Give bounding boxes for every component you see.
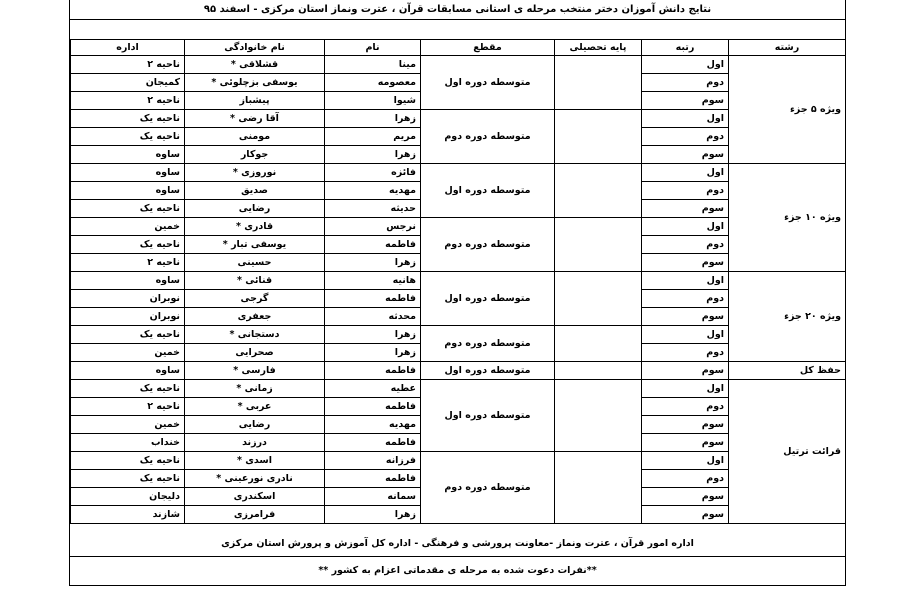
table-row (71, 56, 846, 74)
name-cell: زهرا (325, 506, 421, 524)
rank-cell: اول (642, 380, 729, 398)
level-cell: متوسطه دوره دوم (421, 326, 555, 362)
results-table (70, 39, 846, 524)
office-cell: ناحیه یک (71, 110, 185, 128)
level-cell: متوسطه دوره اول (421, 56, 555, 110)
office-cell: نوبران (71, 308, 185, 326)
header-office: اداره (71, 40, 185, 56)
family-cell: عربی * (185, 398, 325, 416)
field-cell: ویژه ۵ جزء (729, 56, 846, 164)
footer-note: **نفرات دعوت شده به مرحله ی مقدماتی اعزام به کشور ** (318, 565, 597, 576)
name-cell: فاطمه (325, 290, 421, 308)
grade-cell (555, 218, 642, 272)
rank-cell: اول (642, 110, 729, 128)
level-cell: متوسطه دوره دوم (421, 218, 555, 272)
family-cell: گرجی (185, 290, 325, 308)
office-cell: ساوه (71, 182, 185, 200)
table-row (71, 164, 846, 182)
family-cell: درزند (185, 434, 325, 452)
field-cell: ویژه ۲۰ جزء (729, 272, 846, 362)
family-cell: قنائی * (185, 272, 325, 290)
field-cell: حفظ کل (729, 362, 846, 380)
name-cell: فاطمه (325, 236, 421, 254)
rank-cell: سوم (642, 362, 729, 380)
field-cell: قرائت ترتیل (729, 380, 846, 524)
office-cell: ساوه (71, 146, 185, 164)
name-cell: فاطمه (325, 362, 421, 380)
family-cell: صحرایی (185, 344, 325, 362)
office-cell: ناحیه یک (71, 470, 185, 488)
office-cell: ساوه (71, 164, 185, 182)
family-cell: فرامرزی (185, 506, 325, 524)
office-cell: خمین (71, 416, 185, 434)
family-cell: جعفری (185, 308, 325, 326)
table-row (71, 380, 846, 398)
office-cell: ناحیه ۲ (71, 254, 185, 272)
name-cell: زهرا (325, 254, 421, 272)
office-cell: شازند (71, 506, 185, 524)
office-cell: ناحیه یک (71, 128, 185, 146)
family-cell: یوسفی بزچلوئی * (185, 74, 325, 92)
family-cell: پیشباز (185, 92, 325, 110)
name-cell: نرجس (325, 218, 421, 236)
family-cell: یوسفی تبار * (185, 236, 325, 254)
grade-cell (555, 164, 642, 218)
rank-cell: دوم (642, 128, 729, 146)
family-cell: نادری نورعینی * (185, 470, 325, 488)
level-cell: متوسطه دوره اول (421, 362, 555, 380)
name-cell: مینا (325, 56, 421, 74)
rank-cell: دوم (642, 74, 729, 92)
rank-cell: سوم (642, 146, 729, 164)
family-cell: زمانی * (185, 380, 325, 398)
grade-cell (555, 452, 642, 524)
rank-cell: سوم (642, 254, 729, 272)
name-cell: زهرا (325, 146, 421, 164)
table-row (71, 362, 846, 380)
name-cell: فاطمه (325, 434, 421, 452)
family-cell: اسکندری (185, 488, 325, 506)
rank-cell: دوم (642, 470, 729, 488)
level-cell: متوسطه دوره اول (421, 380, 555, 452)
rank-cell: اول (642, 218, 729, 236)
field-cell: ویژه ۱۰ جزء (729, 164, 846, 272)
rank-cell: سوم (642, 308, 729, 326)
name-cell: سمانه (325, 488, 421, 506)
grade-cell (555, 56, 642, 110)
family-cell: رضایی (185, 416, 325, 434)
results-sheet (69, 0, 846, 586)
office-cell: خنداب (71, 434, 185, 452)
header-field: رشته (729, 40, 846, 56)
footer-office-line: اداره امور قرآن ، عترت ونماز -معاونت پرورشی و فرهنگی - اداره کل آموزش و پرورش استان مرکزی (221, 538, 694, 549)
footer-separator (70, 556, 845, 557)
office-cell: دلیجان (71, 488, 185, 506)
family-cell: آقا رضی * (185, 110, 325, 128)
family-cell: حسینی (185, 254, 325, 272)
family-cell: قادری * (185, 218, 325, 236)
rank-cell: اول (642, 452, 729, 470)
name-cell: فرزانه (325, 452, 421, 470)
name-cell: زهرا (325, 110, 421, 128)
name-cell: مهدیه (325, 416, 421, 434)
name-cell: عطیه (325, 380, 421, 398)
office-cell: ناحیه ۲ (71, 92, 185, 110)
level-cell: متوسطه دوره اول (421, 164, 555, 218)
header-level: مقطع (421, 40, 555, 56)
results-body (71, 56, 846, 524)
name-cell: حدیثه (325, 200, 421, 218)
name-cell: محدثه (325, 308, 421, 326)
rank-cell: دوم (642, 344, 729, 362)
family-cell: جوکار (185, 146, 325, 164)
name-cell: فائزه (325, 164, 421, 182)
name-cell: زهرا (325, 344, 421, 362)
rank-cell: دوم (642, 398, 729, 416)
name-cell: هانیه (325, 272, 421, 290)
family-cell: صدیق (185, 182, 325, 200)
header-family: نام خانوادگی (185, 40, 325, 56)
grade-cell (555, 380, 642, 452)
rank-cell: دوم (642, 290, 729, 308)
level-cell: متوسطه دوره دوم (421, 452, 555, 524)
rank-cell: سوم (642, 506, 729, 524)
family-cell: قشلاقی * (185, 56, 325, 74)
rank-cell: دوم (642, 236, 729, 254)
header-grade: پایه تحصیلی (555, 40, 642, 56)
grade-cell (555, 272, 642, 326)
office-cell: خمین (71, 344, 185, 362)
office-cell: ناحیه یک (71, 452, 185, 470)
office-cell: ناحیه یک (71, 236, 185, 254)
name-cell: مریم (325, 128, 421, 146)
office-cell: ناحیه ۲ (71, 56, 185, 74)
rank-cell: اول (642, 164, 729, 182)
rank-cell: اول (642, 326, 729, 344)
grade-cell (555, 362, 642, 380)
office-cell: ناحیه یک (71, 200, 185, 218)
header-rank: رتبه (642, 40, 729, 56)
name-cell: فاطمه (325, 470, 421, 488)
name-cell: شیوا (325, 92, 421, 110)
office-cell: ساوه (71, 362, 185, 380)
family-cell: نوروزی * (185, 164, 325, 182)
rank-cell: اول (642, 56, 729, 74)
rank-cell: سوم (642, 200, 729, 218)
family-cell: مومنی (185, 128, 325, 146)
sheet-title: نتایج دانش آموزان دختر منتخب مرحله ی استانی مسابقات قرآن ، عترت ونماز استان مرکزی - اسفند ۹۵ (70, 0, 845, 20)
family-cell: فارسی * (185, 362, 325, 380)
table-row (71, 272, 846, 290)
family-cell: رضایی (185, 200, 325, 218)
family-cell: اسدی * (185, 452, 325, 470)
office-cell: نوبران (71, 290, 185, 308)
grade-cell (555, 326, 642, 362)
rank-cell: اول (642, 272, 729, 290)
rank-cell: دوم (642, 182, 729, 200)
rank-cell: سوم (642, 434, 729, 452)
office-cell: کمیجان (71, 74, 185, 92)
grade-cell (555, 110, 642, 164)
name-cell: مهدیه (325, 182, 421, 200)
rank-cell: سوم (642, 488, 729, 506)
office-cell: ناحیه یک (71, 326, 185, 344)
office-cell: ناحیه یک (71, 380, 185, 398)
name-cell: معصومه (325, 74, 421, 92)
rank-cell: سوم (642, 92, 729, 110)
name-cell: زهرا (325, 326, 421, 344)
family-cell: دستجانی * (185, 326, 325, 344)
header-name: نام (325, 40, 421, 56)
level-cell: متوسطه دوره اول (421, 272, 555, 326)
level-cell: متوسطه دوره دوم (421, 110, 555, 164)
name-cell: فاطمه (325, 398, 421, 416)
rank-cell: سوم (642, 416, 729, 434)
office-cell: ناحیه ۲ (71, 398, 185, 416)
office-cell: ساوه (71, 272, 185, 290)
office-cell: خمین (71, 218, 185, 236)
header-row (71, 40, 846, 56)
